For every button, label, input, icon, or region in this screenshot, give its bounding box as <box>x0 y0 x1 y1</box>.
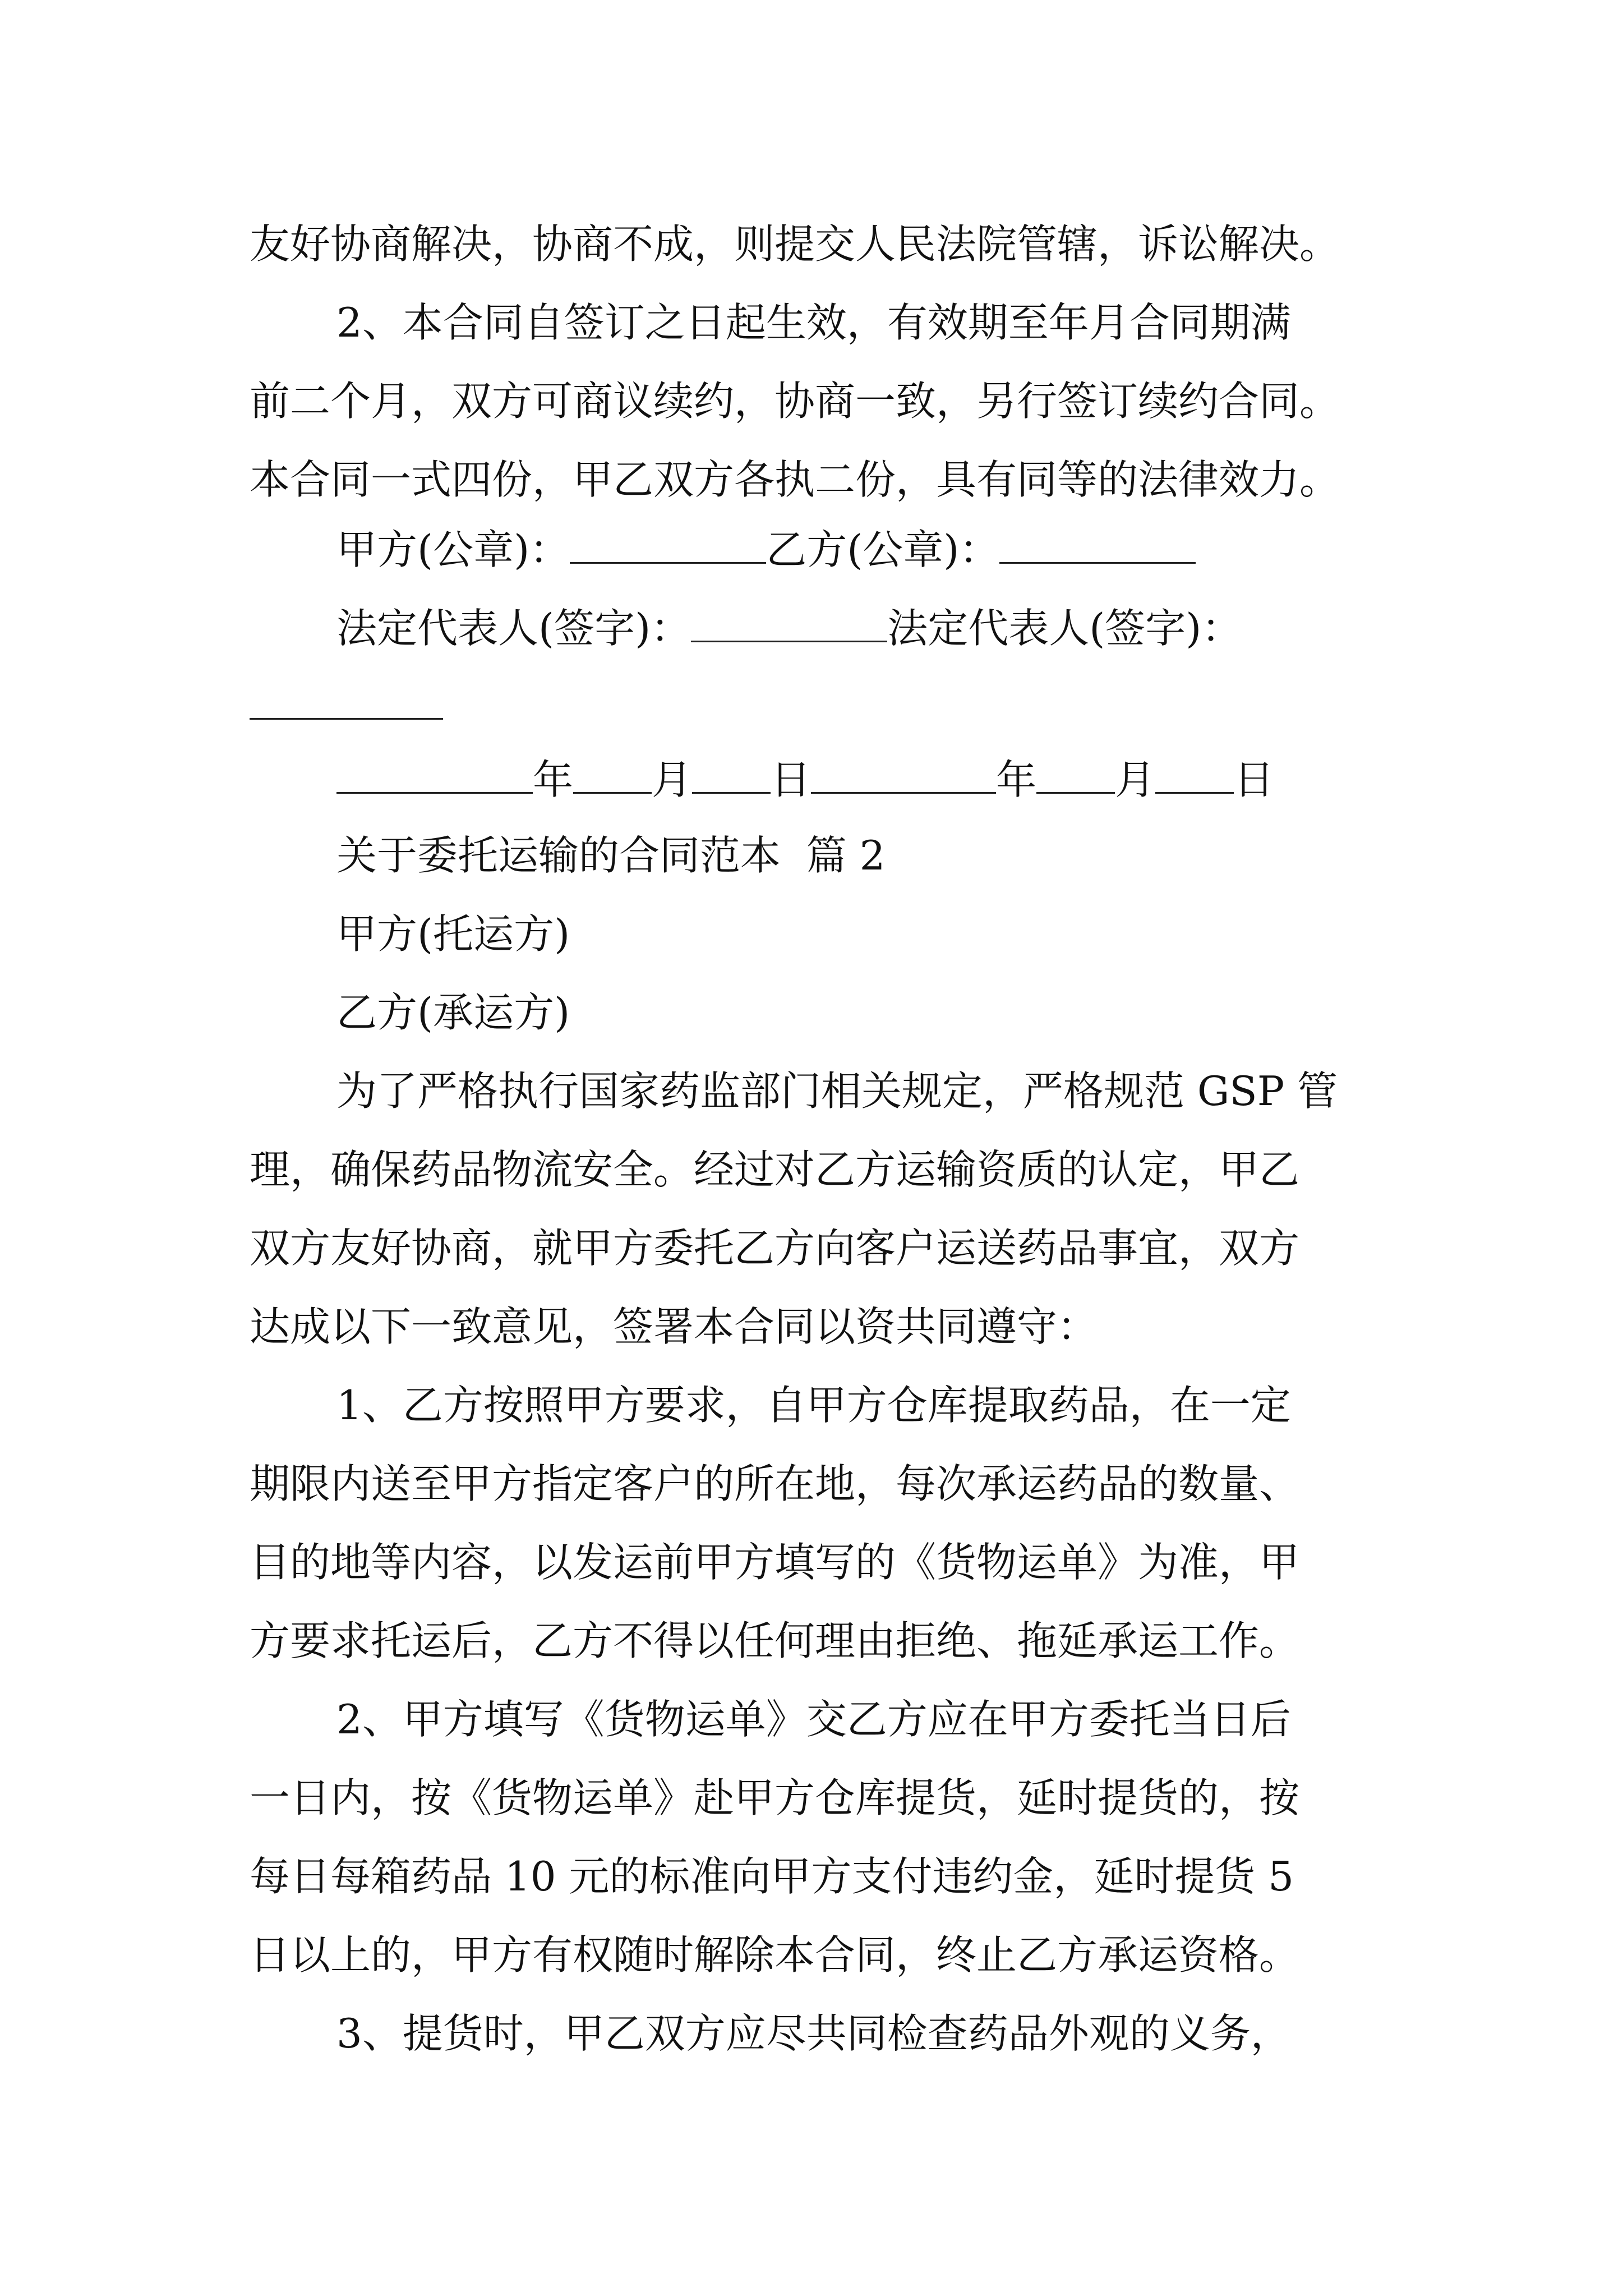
section-heading: 关于委托运输的合同范本 篇 2 <box>336 832 886 879</box>
month-label: 月 <box>1115 756 1156 803</box>
month-blank <box>573 753 652 794</box>
day-label: 日 <box>1234 756 1275 803</box>
representative-line <box>336 600 1242 656</box>
day-label: 日 <box>771 756 811 803</box>
day-blank <box>692 753 771 794</box>
paragraph-line: 1、乙方按照甲方要求，自甲方仓库提取药品，在一定 <box>336 1382 1291 1429</box>
rep-b-label: 法定代表人(签字)： <box>887 605 1242 652</box>
paragraph-line: 为了严格执行国家药监部门相关规定，严格规范 GSP 管 <box>336 1068 1338 1115</box>
paragraph-line: 日以上的，甲方有权随时解除本合同，终止乙方承运资格。 <box>250 1931 1300 1978</box>
rep-b-blank <box>250 718 443 720</box>
paragraph-line: 前二个月，双方可商议续约，协商一致，另行签订续约合同。 <box>250 378 1340 425</box>
year-label: 年 <box>533 756 574 803</box>
year-blank <box>811 753 996 794</box>
month-label: 月 <box>652 756 693 803</box>
paragraph-line: 本合同一式四份，甲乙双方各执二份，具有同等的法律效力。 <box>250 456 1340 503</box>
paragraph-line: 双方友好协商，就甲方委托乙方向客户运送药品事宜，双方 <box>250 1225 1300 1272</box>
party-a-seal-blank <box>570 523 766 564</box>
party-b-seal-blank <box>999 523 1196 564</box>
paragraph-line: 每日每箱药品 10 元的标准向甲方支付违约金，延时提货 5 <box>250 1853 1294 1900</box>
seal-line <box>336 522 1196 578</box>
paragraph-line: 友好协商解决，协商不成，则提交人民法院管辖，诉讼解决。 <box>250 220 1340 268</box>
date-line <box>336 752 1274 808</box>
day-blank <box>1155 753 1234 794</box>
party-a-name: 甲方(托运方) <box>336 910 570 958</box>
party-b-name: 乙方(承运方) <box>336 989 570 1036</box>
paragraph-line: 3、提货时，甲乙双方应尽共同检查药品外观的义务， <box>336 2010 1291 2057</box>
paragraph-line: 一日内，按《货物运单》赴甲方仓库提货，延时提货的，按 <box>250 1774 1300 1821</box>
party-a-seal-label: 甲方(公章)： <box>336 526 570 573</box>
paragraph-line: 方要求托运后，乙方不得以任何理由拒绝、拖延承运工作。 <box>250 1617 1300 1664</box>
month-blank <box>1036 753 1115 794</box>
paragraph-line: 2、甲方填写《货物运单》交乙方应在甲方委托当日后 <box>336 1696 1291 1743</box>
paragraph-line: 达成以下一致意见，签署本合同以资共同遵守： <box>250 1303 1098 1350</box>
paragraph-line: 2、本合同自签订之日起生效，有效期至年月合同期满 <box>336 299 1291 346</box>
rep-a-label: 法定代表人(签字)： <box>336 605 691 652</box>
party-b-seal-label: 乙方(公章)： <box>766 526 1000 573</box>
paragraph-line: 目的地等内容，以发运前甲方填写的《货物运单》为准，甲 <box>250 1539 1300 1586</box>
rep-a-blank <box>691 601 887 642</box>
paragraph-line: 期限内送至甲方指定客户的所在地，每次承运药品的数量、 <box>250 1460 1300 1507</box>
paragraph-line: 理，确保药品物流安全。经过对乙方运输资质的认定，甲乙 <box>250 1146 1300 1193</box>
year-label: 年 <box>996 756 1037 803</box>
year-blank <box>336 753 533 794</box>
